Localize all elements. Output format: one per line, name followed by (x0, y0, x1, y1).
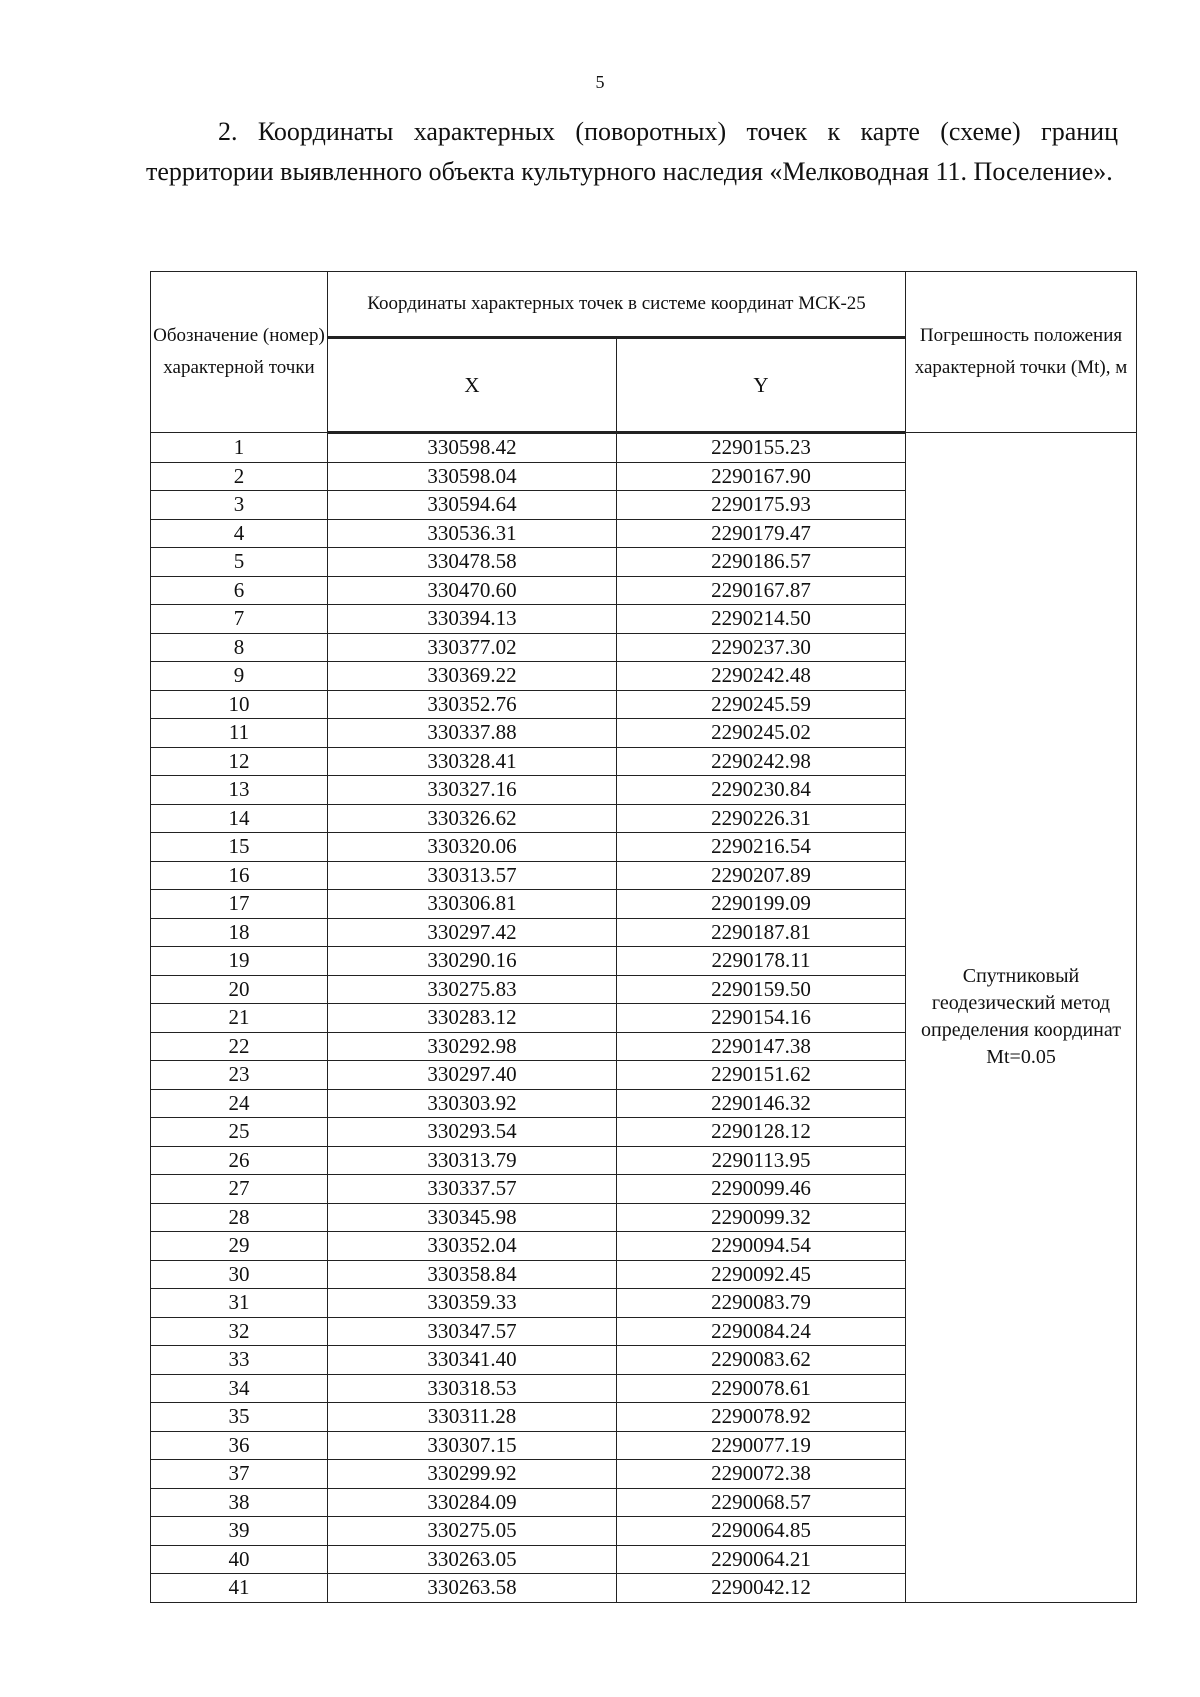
x-coordinate-cell: 330345.98 (328, 1203, 617, 1232)
point-number-cell: 36 (151, 1431, 328, 1460)
x-coordinate-cell: 330594.64 (328, 491, 617, 520)
point-number-cell: 27 (151, 1175, 328, 1204)
point-number-cell: 23 (151, 1061, 328, 1090)
x-coordinate-cell: 330598.04 (328, 462, 617, 491)
point-number-cell: 3 (151, 491, 328, 520)
point-number-cell: 11 (151, 719, 328, 748)
point-number-cell: 37 (151, 1460, 328, 1489)
point-number-cell: 39 (151, 1517, 328, 1546)
point-number-cell: 20 (151, 975, 328, 1004)
y-coordinate-cell: 2290128.12 (617, 1118, 906, 1147)
x-coordinate-cell: 330275.83 (328, 975, 617, 1004)
x-coordinate-cell: 330320.06 (328, 833, 617, 862)
header-x: X (328, 338, 617, 433)
page-number: 5 (595, 72, 605, 92)
y-coordinate-cell: 2290226.31 (617, 804, 906, 833)
x-coordinate-cell: 330283.12 (328, 1004, 617, 1033)
point-number-cell: 14 (151, 804, 328, 833)
point-number-cell: 6 (151, 576, 328, 605)
point-number-cell: 15 (151, 833, 328, 862)
table-row (151, 433, 1137, 463)
y-coordinate-cell: 2290245.59 (617, 690, 906, 719)
x-coordinate-cell: 330470.60 (328, 576, 617, 605)
y-coordinate-cell: 2290146.32 (617, 1089, 906, 1118)
y-coordinate-cell: 2290237.30 (617, 633, 906, 662)
y-coordinate-cell: 2290084.24 (617, 1317, 906, 1346)
x-coordinate-cell: 330263.05 (328, 1545, 617, 1574)
point-number-cell: 22 (151, 1032, 328, 1061)
point-number-cell: 32 (151, 1317, 328, 1346)
y-coordinate-cell: 2290078.61 (617, 1374, 906, 1403)
x-coordinate-cell: 330303.92 (328, 1089, 617, 1118)
y-coordinate-cell: 2290186.57 (617, 548, 906, 577)
point-number-cell: 7 (151, 605, 328, 634)
x-coordinate-cell: 330313.79 (328, 1146, 617, 1175)
point-number-cell: 28 (151, 1203, 328, 1232)
point-number-cell: 29 (151, 1232, 328, 1261)
point-number-cell: 40 (151, 1545, 328, 1574)
y-coordinate-cell: 2290199.09 (617, 890, 906, 919)
x-coordinate-cell: 330311.28 (328, 1403, 617, 1432)
x-coordinate-cell: 330352.04 (328, 1232, 617, 1261)
section-heading: 2. Координаты характерных (поворотных) точек к карте (схеме) границ территории выявленного объекта культурного наследия «Мелководная 11. Поселение». (146, 117, 1118, 186)
y-coordinate-cell: 2290113.95 (617, 1146, 906, 1175)
y-coordinate-cell: 2290167.87 (617, 576, 906, 605)
y-coordinate-cell: 2290099.32 (617, 1203, 906, 1232)
point-number-cell: 26 (151, 1146, 328, 1175)
y-coordinate-cell: 2290179.47 (617, 519, 906, 548)
point-number-cell: 1 (151, 433, 328, 463)
x-coordinate-cell: 330318.53 (328, 1374, 617, 1403)
y-coordinate-cell: 2290167.90 (617, 462, 906, 491)
x-coordinate-cell: 330306.81 (328, 890, 617, 919)
point-number-cell: 35 (151, 1403, 328, 1432)
point-number-cell: 12 (151, 747, 328, 776)
table-body (151, 433, 1137, 1603)
x-coordinate-cell: 330284.09 (328, 1488, 617, 1517)
x-coordinate-cell: 330297.40 (328, 1061, 617, 1090)
header-position-error: Погрешность положения характерной точки (Mt), м (906, 272, 1137, 433)
point-number-cell: 31 (151, 1289, 328, 1318)
y-coordinate-cell: 2290242.48 (617, 662, 906, 691)
x-coordinate-cell: 330326.62 (328, 804, 617, 833)
y-coordinate-cell: 2290072.38 (617, 1460, 906, 1489)
y-coordinate-cell: 2290077.19 (617, 1431, 906, 1460)
point-number-cell: 18 (151, 918, 328, 947)
point-number-cell: 30 (151, 1260, 328, 1289)
y-coordinate-cell: 2290214.50 (617, 605, 906, 634)
y-coordinate-cell: 2290178.11 (617, 947, 906, 976)
point-number-cell: 8 (151, 633, 328, 662)
header-y: Y (617, 338, 906, 433)
y-coordinate-cell: 2290207.89 (617, 861, 906, 890)
y-coordinate-cell: 2290154.16 (617, 1004, 906, 1033)
point-number-cell: 10 (151, 690, 328, 719)
y-coordinate-cell: 2290230.84 (617, 776, 906, 805)
y-coordinate-cell: 2290092.45 (617, 1260, 906, 1289)
x-coordinate-cell: 330478.58 (328, 548, 617, 577)
x-coordinate-cell: 330598.42 (328, 433, 617, 463)
method-cell: Спутниковый геодезический метод определения координат Mt=0.05 (906, 433, 1137, 1603)
x-coordinate-cell: 330328.41 (328, 747, 617, 776)
y-coordinate-cell: 2290064.21 (617, 1545, 906, 1574)
x-coordinate-cell: 330358.84 (328, 1260, 617, 1289)
y-coordinate-cell: 2290064.85 (617, 1517, 906, 1546)
x-coordinate-cell: 330341.40 (328, 1346, 617, 1375)
point-number-cell: 13 (151, 776, 328, 805)
y-coordinate-cell: 2290078.92 (617, 1403, 906, 1432)
point-number-cell: 19 (151, 947, 328, 976)
x-coordinate-cell: 330369.22 (328, 662, 617, 691)
y-coordinate-cell: 2290083.79 (617, 1289, 906, 1318)
y-coordinate-cell: 2290242.98 (617, 747, 906, 776)
x-coordinate-cell: 330307.15 (328, 1431, 617, 1460)
point-number-cell: 33 (151, 1346, 328, 1375)
x-coordinate-cell: 330293.54 (328, 1118, 617, 1147)
x-coordinate-cell: 330313.57 (328, 861, 617, 890)
x-coordinate-cell: 330359.33 (328, 1289, 617, 1318)
y-coordinate-cell: 2290042.12 (617, 1574, 906, 1603)
x-coordinate-cell: 330275.05 (328, 1517, 617, 1546)
y-coordinate-cell: 2290094.54 (617, 1232, 906, 1261)
point-number-cell: 38 (151, 1488, 328, 1517)
x-coordinate-cell: 330352.76 (328, 690, 617, 719)
y-coordinate-cell: 2290187.81 (617, 918, 906, 947)
point-number-cell: 16 (151, 861, 328, 890)
header-coordinates: Координаты характерных точек в системе координат МСК-25 (328, 272, 906, 338)
x-coordinate-cell: 330263.58 (328, 1574, 617, 1603)
point-number-cell: 17 (151, 890, 328, 919)
point-number-cell: 5 (151, 548, 328, 577)
point-number-cell: 24 (151, 1089, 328, 1118)
x-coordinate-cell: 330536.31 (328, 519, 617, 548)
y-coordinate-cell: 2290159.50 (617, 975, 906, 1004)
point-number-cell: 4 (151, 519, 328, 548)
x-coordinate-cell: 330292.98 (328, 1032, 617, 1061)
point-number-cell: 25 (151, 1118, 328, 1147)
y-coordinate-cell: 2290147.38 (617, 1032, 906, 1061)
x-coordinate-cell: 330347.57 (328, 1317, 617, 1346)
y-coordinate-cell: 2290155.23 (617, 433, 906, 463)
x-coordinate-cell: 330337.88 (328, 719, 617, 748)
y-coordinate-cell: 2290083.62 (617, 1346, 906, 1375)
point-number-cell: 41 (151, 1574, 328, 1603)
header-point-number: Обозначение (номер) характерной точки (151, 272, 328, 433)
y-coordinate-cell: 2290151.62 (617, 1061, 906, 1090)
y-coordinate-cell: 2290068.57 (617, 1488, 906, 1517)
x-coordinate-cell: 330297.42 (328, 918, 617, 947)
x-coordinate-cell: 330290.16 (328, 947, 617, 976)
coordinates-table (150, 271, 1137, 1603)
x-coordinate-cell: 330327.16 (328, 776, 617, 805)
x-coordinate-cell: 330394.13 (328, 605, 617, 634)
x-coordinate-cell: 330299.92 (328, 1460, 617, 1489)
y-coordinate-cell: 2290245.02 (617, 719, 906, 748)
y-coordinate-cell: 2290099.46 (617, 1175, 906, 1204)
point-number-cell: 21 (151, 1004, 328, 1033)
point-number-cell: 2 (151, 462, 328, 491)
x-coordinate-cell: 330377.02 (328, 633, 617, 662)
point-number-cell: 9 (151, 662, 328, 691)
y-coordinate-cell: 2290175.93 (617, 491, 906, 520)
y-coordinate-cell: 2290216.54 (617, 833, 906, 862)
x-coordinate-cell: 330337.57 (328, 1175, 617, 1204)
point-number-cell: 34 (151, 1374, 328, 1403)
